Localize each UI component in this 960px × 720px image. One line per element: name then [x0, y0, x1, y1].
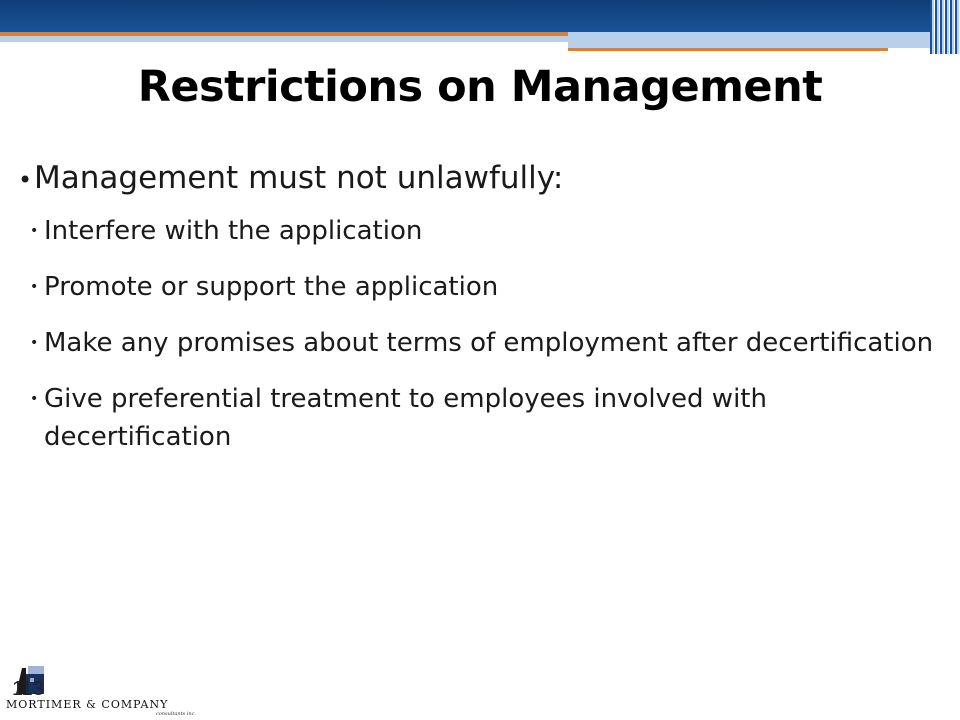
header-band-dark: [0, 0, 930, 32]
bullet-icon: •: [30, 279, 39, 295]
bullet-icon: •: [30, 335, 39, 351]
bullet-icon: •: [18, 166, 33, 194]
slide-title: Restrictions on Management: [137, 62, 823, 112]
bullet-icon: •: [30, 223, 39, 239]
sub-bullet-text: Give preferential treatment to employees involved with decertification: [44, 384, 767, 452]
slide-number: 113: [12, 678, 44, 700]
sub-bullet: [18, 268, 938, 306]
company-name: MORTIMER & COMPANY: [6, 698, 169, 711]
sub-bullet: [18, 380, 938, 456]
sub-bullet: [18, 324, 938, 362]
header-accent-light-right: [568, 32, 930, 48]
sub-bullet-text: Make any promises about terms of employment after decertification: [44, 328, 934, 358]
header-decoration: [0, 0, 960, 54]
sub-bullet-text: Promote or support the application: [44, 272, 499, 302]
main-bullet: [18, 160, 938, 196]
slide-content: [18, 160, 938, 474]
header-accent-light: [0, 36, 568, 42]
bullet-icon: •: [30, 391, 39, 407]
sub-bullet-text: Interfere with the application: [44, 216, 423, 246]
header-stripes: [930, 0, 960, 54]
header-accent-orange-right: [568, 48, 888, 51]
sub-bullet: [18, 212, 938, 250]
main-bullet-text: Management must not unlawfully:: [34, 160, 564, 196]
company-subtitle: consultants inc.: [156, 711, 196, 717]
